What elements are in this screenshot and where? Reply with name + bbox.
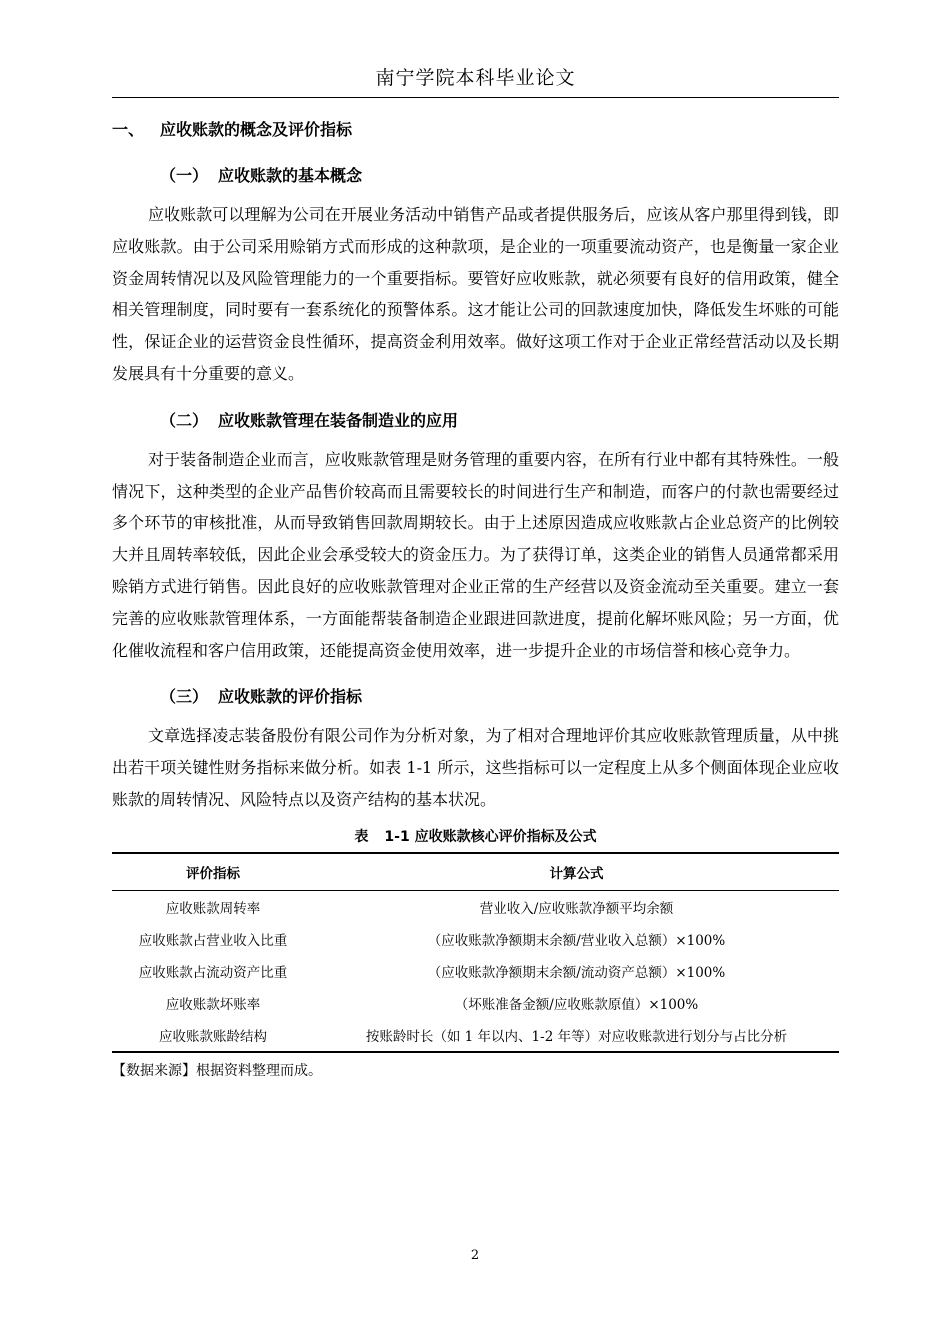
subsection-title: 应收账款的基本概念 (218, 166, 363, 185)
subsection-number: （一） (160, 166, 209, 185)
page-header-title: 南宁学院本科毕业论文 (375, 67, 576, 89)
subsection-title: 应收账款的评价指标 (218, 687, 363, 707)
table-caption-title: 1-1 应收账款核心评价指标及公式 (384, 828, 597, 845)
data-source-note: 【数据来源】根据资料整理而成。 (112, 1062, 322, 1079)
subsection-heading-1 (112, 161, 839, 191)
paragraph-basic-concept: 应收账款可以理解为公司在开展业务活动中销售产品或者提供服务后，应该从客户那里得到钱，即应收账款。由于公司采用赊销方式而形成的这种款项，是企业的一项重要流动资产，也是衡量一家企业资金周转情况以及风险管理能力的一个重要指标。要管好应收账款，就必须要有良好的信用政策，健全相关管理制度，同时要有一套系统化的预警体系。这才能让公司的回款速度加快，降低发生坏账的可能性，保证企业的运营资金良性循环，提高资金利用效率。做好这项工作对于企业正常经营活动以及长期发展具有十分重要的意义。 (112, 205, 839, 383)
table-header-cell: 计算公式 (314, 853, 839, 891)
indicator-name: 应收账款账龄结构 (112, 1019, 314, 1052)
indicator-name: 应收账款周转率 (165, 900, 261, 917)
table-row (112, 890, 839, 923)
table-row (112, 923, 839, 955)
section-number: 一、 (112, 120, 145, 139)
section-title: 应收账款的概念及评价指标 (160, 120, 353, 139)
subsection-title: 应收账款管理在装备制造业的应用 (218, 410, 459, 430)
table-row (112, 1019, 839, 1052)
indicator-table (112, 852, 839, 1053)
indicator-formula: （应收账款净额期末余额/营业收入总额）×100% (427, 932, 726, 949)
section-heading (112, 115, 839, 145)
subsection-heading-3 (112, 682, 839, 712)
indicator-formula: 营业收入/应收账款净额平均余额 (479, 900, 674, 917)
header-divider (112, 97, 839, 98)
table-header-row (112, 853, 839, 891)
indicator-formula: （应收账款净额期末余额/流动资产总额）×100% (427, 964, 726, 981)
document-body (112, 115, 839, 1081)
table-row (112, 955, 839, 987)
subsection-heading-2 (112, 406, 839, 436)
indicator-name: 应收账款占流动资产比重 (138, 964, 288, 981)
paragraph-evaluation-indicators: 文章选择凌志装备股份有限公司作为分析对象，为了相对合理地评价其应收账款管理质量，从中挑出若干项关键性财务指标来做分析。如表 1-1 所示，这些指标可以一定程度上从多个侧面体现企业应收账款的周转情况、风险特点以及资产结构的基本状况。 (112, 726, 839, 809)
indicator-formula: 按账龄时长（如 1 年以内、1-2 年等）对应收账款进行划分与占比分析 (314, 1019, 839, 1052)
page-number: 2 (470, 1248, 480, 1263)
subsection-number: （二） (160, 410, 209, 430)
indicator-name: 应收账款占营业收入比重 (138, 932, 288, 949)
table-row (112, 987, 839, 1019)
table-caption (112, 826, 839, 846)
table-caption-label: 表 (354, 828, 369, 845)
subsection-number: （三） (160, 687, 209, 707)
indicator-formula: （坏账准备金额/应收账款原值）×100% (454, 996, 699, 1013)
indicator-name: 应收账款坏账率 (165, 996, 261, 1013)
table-header-cell: 评价指标 (112, 853, 314, 891)
paragraph-manufacturing-application: 对于装备制造企业而言，应收账款管理是财务管理的重要内容，在所有行业中都有其特殊性。一般情况下，这种类型的企业产品售价较高而且需要较长的时间进行生产和制造，而客户的付款也需要经过多个环节的审核批准，从而导致销售回款周期较长。由于上述原因造成应收账款占企业总资产的比例较大并且周转率较低，因此企业会承受较大的资金压力。为了获得订单，这类企业的销售人员通常都采用赊销方式进行销售。因此良好的应收账款管理对企业正常的生产经营以及资金流动至关重要。建立一套完善的应收账款管理体系，一方面能帮装备制造企业跟进回款进度，提前化解坏账风险；另一方面，优化催收流程和客户信用政策，还能提高资金使用效率，进一步提升企业的市场信誉和核心竞争力。 (112, 449, 839, 660)
